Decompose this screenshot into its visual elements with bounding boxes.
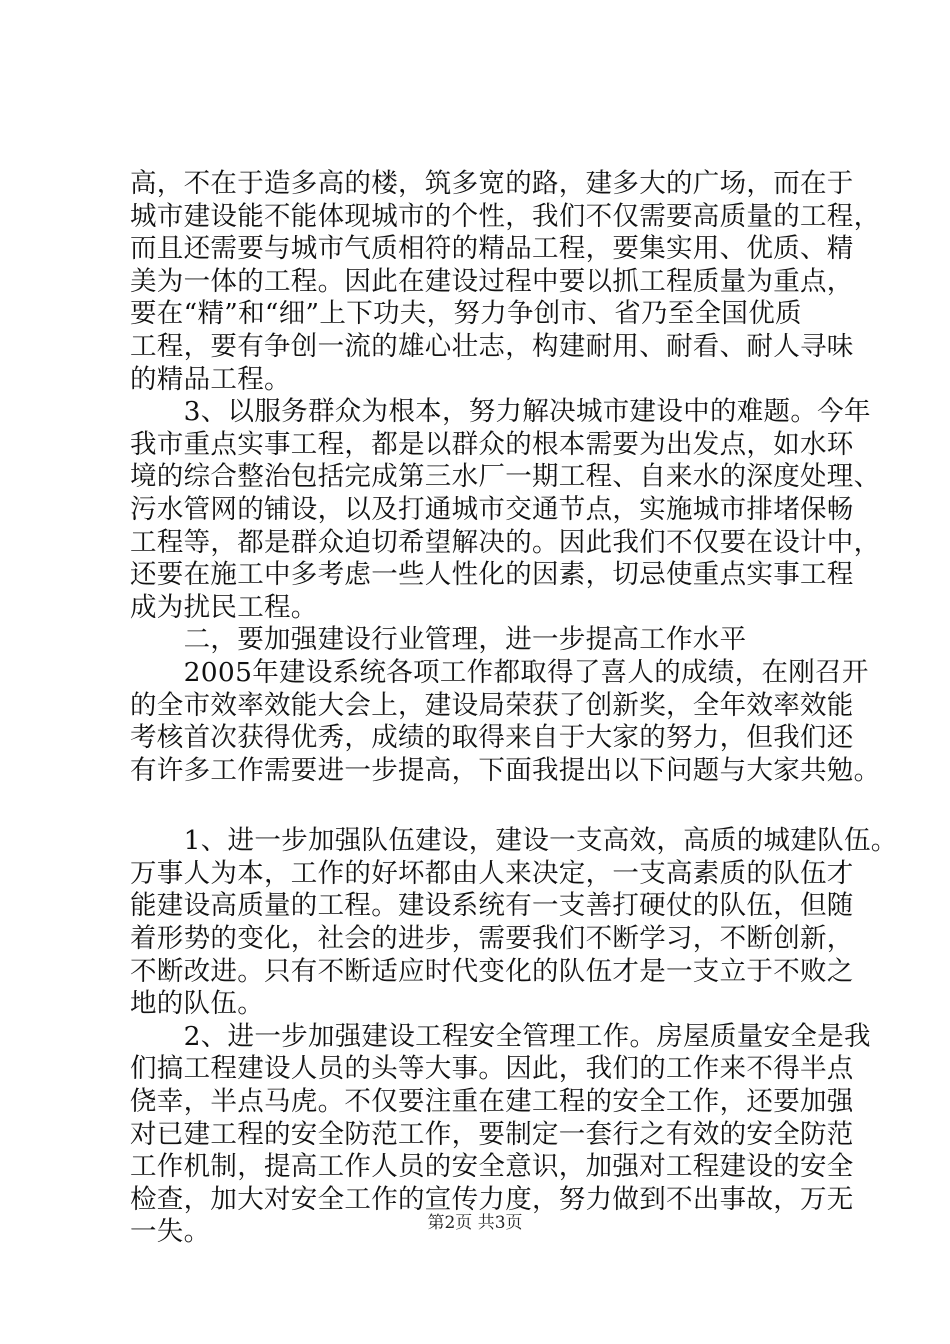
text-line: 我市重点实事工程，都是以群众的根本需要为出发点，如水环 bbox=[130, 428, 854, 460]
text-line: 工程等，都是群众迫切希望解决的。因此我们不仅要在设计中， bbox=[130, 526, 881, 558]
page-number: 第2页 共3页 bbox=[427, 1213, 523, 1233]
text-line: 高，不在于造多高的楼，筑多宽的路，建多大的广场，而在于 bbox=[130, 168, 854, 199]
text-line: 美为一体的工程。因此在建设过程中要以抓工程质量为重点， bbox=[130, 265, 854, 297]
text-line: 工作机制，提高工作人员的安全意识，加强对工程建设的安全 bbox=[130, 1151, 854, 1183]
text-line: 3、以服务群众为根本，努力解决城市建设中的难题。今年 bbox=[130, 396, 871, 428]
text-line: 侥幸，半点马虎。不仅要注重在建工程的安全工作，还要加强 bbox=[130, 1086, 854, 1118]
text-line: 1、进一步加强队伍建设，建设一支高效，高质的城建队伍。 bbox=[130, 825, 898, 857]
text-line: 考核首次获得优秀，成绩的取得来自于大家的努力，但我们还 bbox=[130, 722, 854, 754]
text-line: 成为扰民工程。 bbox=[130, 591, 318, 623]
text-line: 地的队伍。 bbox=[130, 988, 264, 1020]
page-footer bbox=[0, 1212, 950, 1234]
text-line: 污水管网的铺设，以及打通城市交通节点，实施城市排堵保畅 bbox=[130, 493, 854, 525]
text-line: 工程，要有争创一流的雄心壮志，构建耐用、耐看、耐人寻味 bbox=[130, 330, 854, 362]
text-line: 的精品工程。 bbox=[130, 363, 291, 395]
text-line: 有许多工作需要进一步提高，下面我提出以下问题与大家共勉。 bbox=[130, 754, 881, 786]
text-line: 还要在施工中多考虑一些人性化的因素，切忌使重点实事工程 bbox=[130, 559, 854, 591]
text-line: 要在“精”和“细”上下功夫，努力争创市、省乃至全国优质 bbox=[130, 298, 802, 330]
text-line: 不断改进。只有不断适应时代变化的队伍才是一支立于不败之 bbox=[130, 955, 854, 987]
text-line: 们搞工程建设人员的头等大事。因此，我们的工作来不得半点 bbox=[130, 1053, 854, 1085]
text-line: 万事人为本，工作的好坏都由人来决定，一支高素质的队伍才 bbox=[130, 857, 854, 889]
body-text bbox=[130, 168, 898, 1249]
text-line: 2、进一步加强建设工程安全管理工作。房屋质量安全是我 bbox=[130, 1020, 871, 1052]
text-line: 能建设高质量的工程。建设系统有一支善打硬仗的队伍，但随 bbox=[130, 890, 854, 922]
text-line: 而且还需要与城市气质相符的精品工程，要集实用、优质、精 bbox=[130, 233, 854, 265]
text-line: 对已建工程的安全防范工作，要制定一套行之有效的安全防范 bbox=[130, 1118, 854, 1150]
text-line: 着形势的变化，社会的进步，需要我们不断学习，不断创新， bbox=[130, 923, 854, 955]
text-line: 城市建设能不能体现城市的个性，我们不仅需要高质量的工程， bbox=[130, 200, 881, 232]
section-heading: 二，要加强建设行业管理，进一步提高工作水平 bbox=[130, 624, 747, 656]
text-line: 的全市效率效能大会上，建设局荣获了创新奖，全年效率效能 bbox=[130, 689, 854, 721]
text-line: 检查，加大对安全工作的宣传力度，努力做到不出事故，万无 bbox=[130, 1183, 854, 1215]
text-line: 境的综合整治包括完成第三水厂一期工程、自来水的深度处理、 bbox=[130, 461, 881, 493]
text-line: 一失。 bbox=[130, 1216, 211, 1248]
paragraph-gap bbox=[130, 787, 830, 825]
text-line: 2005年建设系统各项工作都取得了喜人的成绩，在刚召开 bbox=[130, 656, 869, 688]
